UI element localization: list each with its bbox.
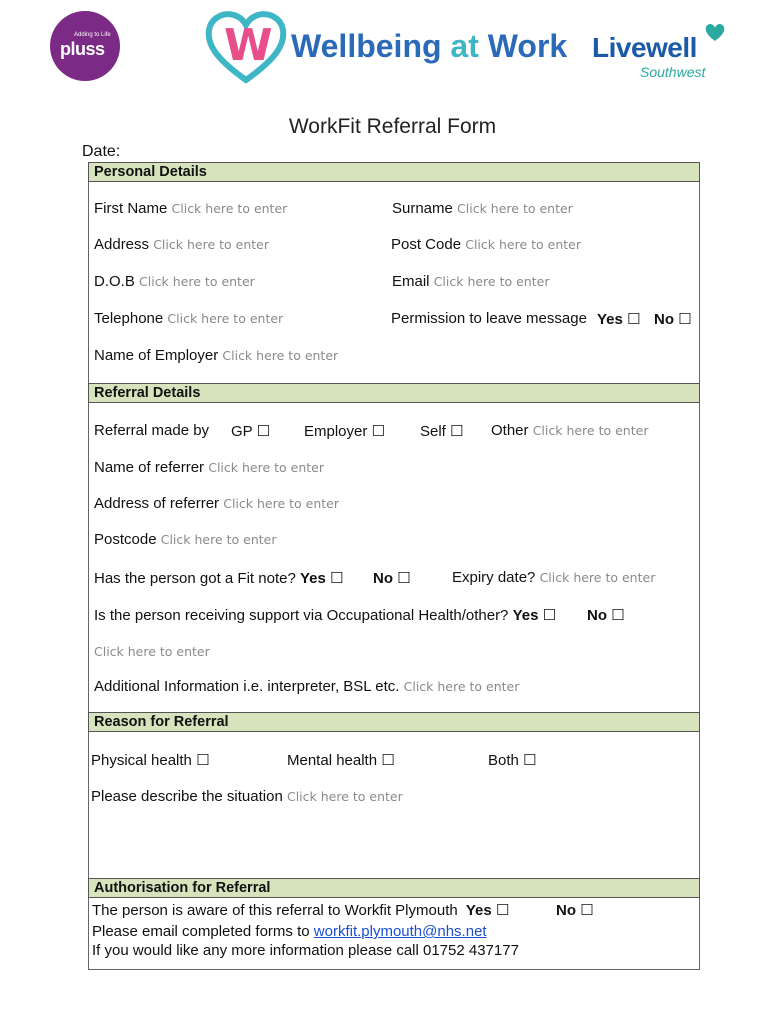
physical-health-checkbox[interactable]: ☐ — [196, 751, 210, 769]
wellbeing-text-work: Work — [478, 28, 568, 64]
additional-info-field[interactable] — [94, 678, 519, 695]
reason-heading: Reason for Referral — [88, 712, 700, 732]
surname-placeholder[interactable]: Click here to enter — [457, 201, 573, 216]
mental-health-checkbox[interactable]: ☐ — [381, 751, 395, 769]
occ-health-no-label: No — [587, 607, 607, 624]
dob-field[interactable] — [94, 273, 255, 290]
telephone-field[interactable] — [94, 310, 283, 327]
additional-info-label: Additional Information i.e. interpreter, BSL etc. — [94, 678, 400, 695]
permission-no-option[interactable] — [654, 310, 692, 328]
employer-field[interactable] — [94, 347, 338, 364]
referral-employer-option[interactable] — [304, 422, 385, 440]
referrer-name-field[interactable] — [94, 459, 324, 476]
expiry-date-placeholder[interactable]: Click here to enter — [539, 570, 656, 585]
aware-no-option[interactable] — [556, 901, 594, 919]
aware-yes-label: Yes — [465, 902, 492, 919]
first-name-label: First Name — [94, 200, 168, 217]
email-instruction-text: Please email completed forms to — [92, 923, 310, 940]
referrer-address-label: Address of referrer — [94, 495, 220, 512]
occ-health-detail-placeholder[interactable]: Click here to enter — [94, 644, 210, 659]
fit-note-no-checkbox[interactable]: ☐ — [397, 569, 411, 587]
referrer-address-placeholder[interactable]: Click here to enter — [223, 496, 339, 511]
pluss-logo — [50, 11, 120, 81]
both-label: Both — [488, 752, 519, 769]
mental-health-label: Mental health — [287, 752, 378, 769]
fit-note-yes-checkbox[interactable]: ☐ — [330, 569, 344, 587]
additional-info-placeholder[interactable]: Click here to enter — [403, 679, 520, 694]
fit-note-no-option[interactable] — [373, 569, 411, 587]
email-placeholder[interactable]: Click here to enter — [433, 274, 550, 289]
aware-label: The person is aware of this referral to Workfit Plymouth — [92, 902, 458, 919]
physical-health-label: Physical health — [91, 752, 192, 769]
wellbeing-logo — [205, 10, 568, 86]
occ-health-label: Is the person receiving support via Occupational Health/other? — [94, 607, 509, 624]
email-label: Email — [392, 273, 430, 290]
livewell-logo-sub: Southwest — [640, 64, 706, 80]
describe-situation-placeholder[interactable]: Click here to enter — [286, 789, 403, 804]
address-label: Address — [94, 236, 150, 253]
referral-self-option[interactable] — [420, 422, 463, 440]
dob-placeholder[interactable]: Click here to enter — [139, 274, 255, 289]
occ-health-yes-checkbox[interactable]: ☐ — [542, 606, 557, 624]
employer-placeholder[interactable]: Click here to enter — [222, 348, 339, 363]
employer-label: Name of Employer — [94, 347, 219, 364]
occ-health-no-option[interactable] — [587, 606, 625, 624]
referral-postcode-label: Postcode — [94, 531, 157, 548]
referrer-name-label: Name of referrer — [94, 459, 205, 476]
authorisation-heading: Authorisation for Referral — [88, 878, 700, 898]
expiry-date-label: Expiry date? — [452, 569, 536, 586]
aware-no-label: No — [556, 902, 576, 919]
email-field[interactable] — [392, 273, 549, 290]
permission-label: Permission to leave message — [391, 310, 587, 327]
referrer-name-placeholder[interactable]: Click here to enter — [208, 460, 324, 475]
pluss-logo-tag: Adding to Life — [74, 32, 111, 38]
referral-employer-checkbox[interactable]: ☐ — [371, 422, 385, 440]
expiry-date-field[interactable] — [452, 569, 655, 586]
contact-info: If you would like any more information please call 01752 437177 — [92, 942, 519, 959]
occ-health-question — [94, 606, 556, 624]
referral-other-field[interactable] — [491, 422, 648, 439]
aware-no-checkbox[interactable]: ☐ — [580, 901, 594, 919]
permission-no-checkbox[interactable]: ☐ — [678, 310, 692, 328]
wellbeing-text-at: at — [450, 28, 479, 64]
surname-field[interactable] — [392, 200, 573, 217]
post-code-label: Post Code — [391, 236, 462, 253]
describe-situation-label: Please describe the situation — [91, 788, 283, 805]
address-placeholder[interactable]: Click here to enter — [153, 237, 269, 252]
fit-note-yes-label: Yes — [299, 570, 326, 587]
wellbeing-text-a: Wellbeing — [291, 28, 451, 64]
telephone-label: Telephone — [94, 310, 164, 327]
referral-made-by-label: Referral made by — [94, 422, 210, 439]
permission-yes-checkbox[interactable]: ☐ — [627, 310, 641, 328]
referral-postcode-field[interactable] — [94, 531, 276, 548]
wellbeing-logo-w: W — [224, 20, 273, 71]
both-checkbox[interactable]: ☐ — [523, 751, 537, 769]
personal-details-heading: Personal Details — [88, 162, 700, 182]
email-instruction — [92, 923, 487, 940]
permission-yes-label: Yes — [597, 311, 623, 328]
referral-postcode-placeholder[interactable]: Click here to enter — [160, 532, 277, 547]
email-link[interactable]: workfit.plymouth@nhs.net — [313, 923, 487, 940]
permission-yes-option[interactable] — [597, 310, 641, 328]
first-name-placeholder[interactable]: Click here to enter — [171, 201, 288, 216]
page-title: WorkFit Referral Form — [288, 115, 497, 138]
pluss-logo-name: pluss — [60, 39, 105, 59]
referrer-address-field[interactable] — [94, 495, 339, 512]
livewell-logo-name: Livewell — [592, 32, 697, 63]
fit-note-question — [94, 569, 343, 587]
referral-gp-option[interactable] — [231, 422, 270, 440]
referral-employer-label: Employer — [304, 423, 368, 440]
fit-note-label: Has the person got a Fit note? — [94, 570, 296, 587]
telephone-placeholder[interactable]: Click here to enter — [167, 311, 284, 326]
referral-details-heading: Referral Details — [88, 383, 700, 403]
post-code-placeholder[interactable]: Click here to enter — [465, 237, 581, 252]
mental-health-option[interactable] — [287, 751, 395, 769]
address-field[interactable] — [94, 236, 269, 253]
fit-note-no-label: No — [373, 570, 393, 587]
first-name-field[interactable] — [94, 200, 287, 217]
referral-gp-label: GP — [231, 423, 253, 440]
livewell-logo — [592, 22, 732, 86]
aware-yes-checkbox[interactable]: ☐ — [495, 901, 510, 919]
wellbeing-logo-text — [291, 28, 567, 65]
physical-health-option[interactable] — [91, 751, 210, 769]
heart-icon-small — [704, 22, 726, 44]
date-label[interactable]: Date: — [82, 143, 121, 160]
aware-question — [92, 901, 509, 919]
occ-health-detail-field[interactable] — [94, 643, 210, 660]
referral-self-checkbox[interactable]: ☐ — [450, 422, 464, 440]
occ-health-yes-label: Yes — [512, 607, 539, 624]
referral-other-placeholder[interactable]: Click here to enter — [532, 423, 649, 438]
referral-self-label: Self — [420, 423, 446, 440]
dob-label: D.O.B — [94, 273, 135, 290]
referral-gp-checkbox[interactable]: ☐ — [256, 422, 271, 440]
referral-other-label: Other — [491, 422, 529, 439]
post-code-field[interactable] — [391, 236, 581, 253]
occ-health-no-checkbox[interactable]: ☐ — [611, 606, 625, 624]
surname-label: Surname — [392, 200, 453, 217]
permission-no-label: No — [654, 311, 674, 328]
permission-field — [391, 310, 587, 327]
describe-situation-field[interactable] — [91, 788, 403, 805]
both-option[interactable] — [488, 751, 536, 769]
